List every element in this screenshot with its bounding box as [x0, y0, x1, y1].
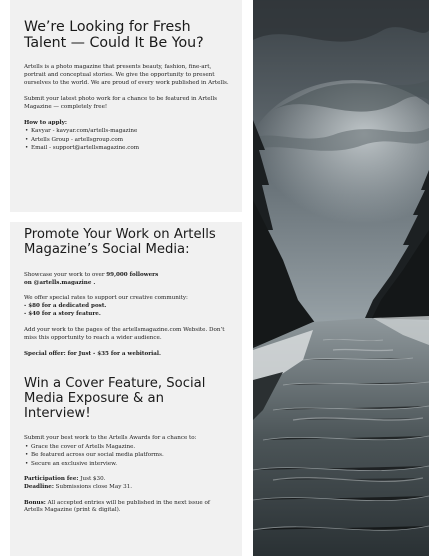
fresh-talent-card	[10, 0, 242, 212]
fee-deadline: Participation fee: Just $30. Deadline: Submissions close May 31.	[24, 475, 133, 490]
special-offer: Special offer: for Just - $35 for a webitorial.	[24, 351, 161, 358]
awards-item-social: • Be featured across our social media platforms.	[24, 451, 230, 459]
fresh-talent-heading: We’re Looking for Fresh Talent — Could It Be You?	[24, 19, 204, 51]
apply-item-group[interactable]: • Artells Group - artellsgroup.com	[24, 136, 230, 144]
awards-heading: Win a Cover Feature, Social Media Exposure & an Interview!	[24, 376, 206, 421]
deadline-value: Submissions close May 31.	[53, 483, 133, 490]
apply-list	[24, 127, 230, 151]
river-photo-illustration	[253, 0, 429, 556]
rates-paragraph: We offer special rates to support our creative community: - $80 for a dedicated post. - $40 for a story feature.	[24, 295, 188, 318]
submit-note: Submit your latest photo work for a chance to be featured in Artells Magazine — completely free!	[24, 95, 217, 110]
river-landscape-photo	[253, 0, 429, 556]
awards-list	[24, 443, 230, 467]
how-to-apply-label: How to apply:	[24, 119, 67, 126]
intro-paragraph: Artells is a photo magazine that presents beauty, fashion, fine-art, portrait and conceptual stories. We give the opportunity to present ourselves to the world. We are proud of every work published in Artells.	[24, 63, 229, 86]
promotion-card	[10, 222, 242, 556]
awards-intro: Submit your best work to the Artells Awards for a chance to:	[24, 435, 197, 442]
instagram-handle[interactable]: @artells.magazine	[33, 279, 92, 286]
bonus-paragraph: Bonus: All accepted entries will be published in the next issue of Artells Magazine (print & digital).	[24, 499, 210, 514]
awards-item-interview: • Secure an exclusive interview.	[24, 460, 230, 468]
fee-value: Just $30.	[78, 475, 106, 482]
apply-item-email[interactable]: • Email - support@artellsmagazine.com	[24, 144, 230, 152]
awards-item-cover: • Grace the cover of Artells Magazine.	[24, 443, 230, 451]
rate-story: - $40 for a story feature.	[24, 311, 101, 318]
promote-heading: Promote Your Work on Artells Magazine’s Social Media:	[24, 227, 216, 257]
rate-post: - $80 for a dedicated post.	[24, 303, 107, 310]
website-paragraph: Add your work to the pages of the artellsmagazine.com Website. Don’t miss this opportunity to reach a wider audience.	[24, 327, 225, 342]
apply-item-kavyar[interactable]: • Kavyar - kavyar.com/artells-magazine	[24, 127, 230, 135]
followers-count: 99,000 followers	[106, 271, 159, 278]
showcase-paragraph: Showcase your work to over 99,000 followers on @artells.magazine .	[24, 271, 159, 286]
